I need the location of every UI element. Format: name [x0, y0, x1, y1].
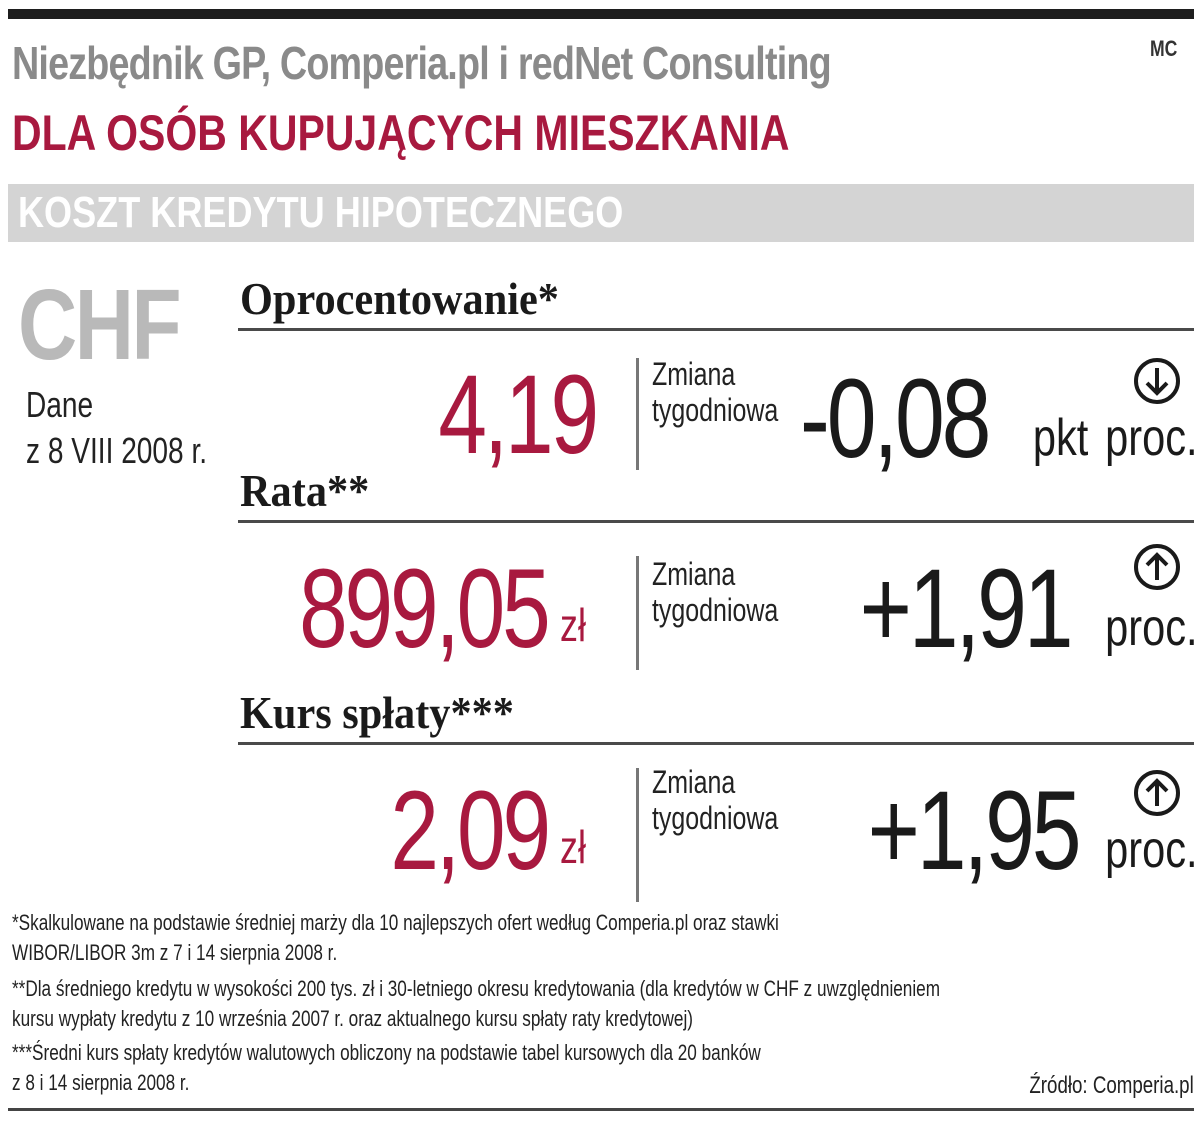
rate-change-value: +1,95 — [867, 768, 1078, 893]
rate-value: 2,09 — [390, 768, 548, 893]
rate-unit: zł — [560, 821, 586, 873]
interest-change-unit-proc: proc. — [1105, 409, 1198, 467]
installment-value: 899,05 — [299, 546, 548, 671]
change-label-interest-1: Zmiana — [652, 356, 736, 392]
currency-label: CHF — [18, 269, 180, 381]
headline: DLA OSÓB KUPUJĄCYCH MIESZKANIA — [12, 105, 790, 161]
footnote-2-line-2: kursu wypłaty kredytu z 10 września 2007 r. oraz aktualnego kursu spłaty raty kredytowej) — [12, 1006, 694, 1031]
divider-interest — [636, 358, 639, 470]
date-line-1: Dane — [26, 384, 94, 425]
change-label-installment-1: Zmiana — [652, 556, 736, 592]
interest-change-value: -0,08 — [799, 356, 988, 481]
change-label-rate-1: Zmiana — [652, 764, 736, 800]
interest-value: 4,19 — [438, 352, 596, 477]
arrow-up-icon — [1132, 542, 1182, 592]
interest-change-unit-pkt: pkt — [1032, 409, 1088, 467]
change-label-installment-2: tygodniowa — [652, 592, 779, 628]
section-rule-installment — [238, 520, 1194, 523]
source-credit: Źródło: Comperia.pl — [1029, 1072, 1194, 1099]
author-initials: MC — [1150, 36, 1178, 61]
footnote-1-line-2: WIBOR/LIBOR 3m z 7 i 14 sierpnia 2008 r. — [12, 940, 338, 965]
installment-unit: zł — [560, 599, 586, 651]
divider-installment — [636, 556, 639, 670]
installment-change-unit: proc. — [1105, 599, 1198, 657]
supertitle: Niezbędnik GP, Comperia.pl i redNet Consulting — [12, 37, 831, 89]
section-title-interest: Oprocentowanie* — [240, 273, 559, 324]
installment-change-value: +1,91 — [859, 546, 1070, 671]
section-title-rate: Kurs spłaty*** — [240, 687, 514, 738]
footnote-1-line-1: *Skalkulowane na podstawie średniej marży dla 10 najlepszych ofert według Comperia.pl oraz stawki — [12, 910, 779, 935]
date-line-2: z 8 VIII 2008 r. — [26, 430, 208, 471]
arrow-up-icon — [1132, 768, 1182, 818]
arrow-down-icon — [1132, 356, 1182, 406]
rate-change-unit: proc. — [1105, 821, 1198, 879]
footnote-3-line-1: ***Średni kurs spłaty kredytów walutowych obliczony na podstawie tabel kursowych dla 20 banków — [12, 1040, 761, 1065]
section-rule-rate — [238, 742, 1194, 745]
footnote-2-line-1: **Dla średniego kredytu w wysokości 200 tys. zł i 30-letniego okresu kredytowania (dla kredytów w CHF z uwzględnieniem — [12, 976, 941, 1001]
section-rule-interest — [238, 328, 1194, 331]
band-title: KOSZT KREDYTU HIPOTECZNEGO — [18, 188, 624, 237]
section-title-installment: Rata** — [240, 465, 370, 516]
change-label-interest-2: tygodniowa — [652, 392, 779, 428]
change-label-rate-2: tygodniowa — [652, 800, 779, 836]
bottom-rule — [8, 1108, 1194, 1111]
top-rule — [8, 9, 1194, 19]
footnote-3-line-2: z 8 i 14 sierpnia 2008 r. — [12, 1070, 190, 1095]
divider-rate — [636, 768, 639, 902]
